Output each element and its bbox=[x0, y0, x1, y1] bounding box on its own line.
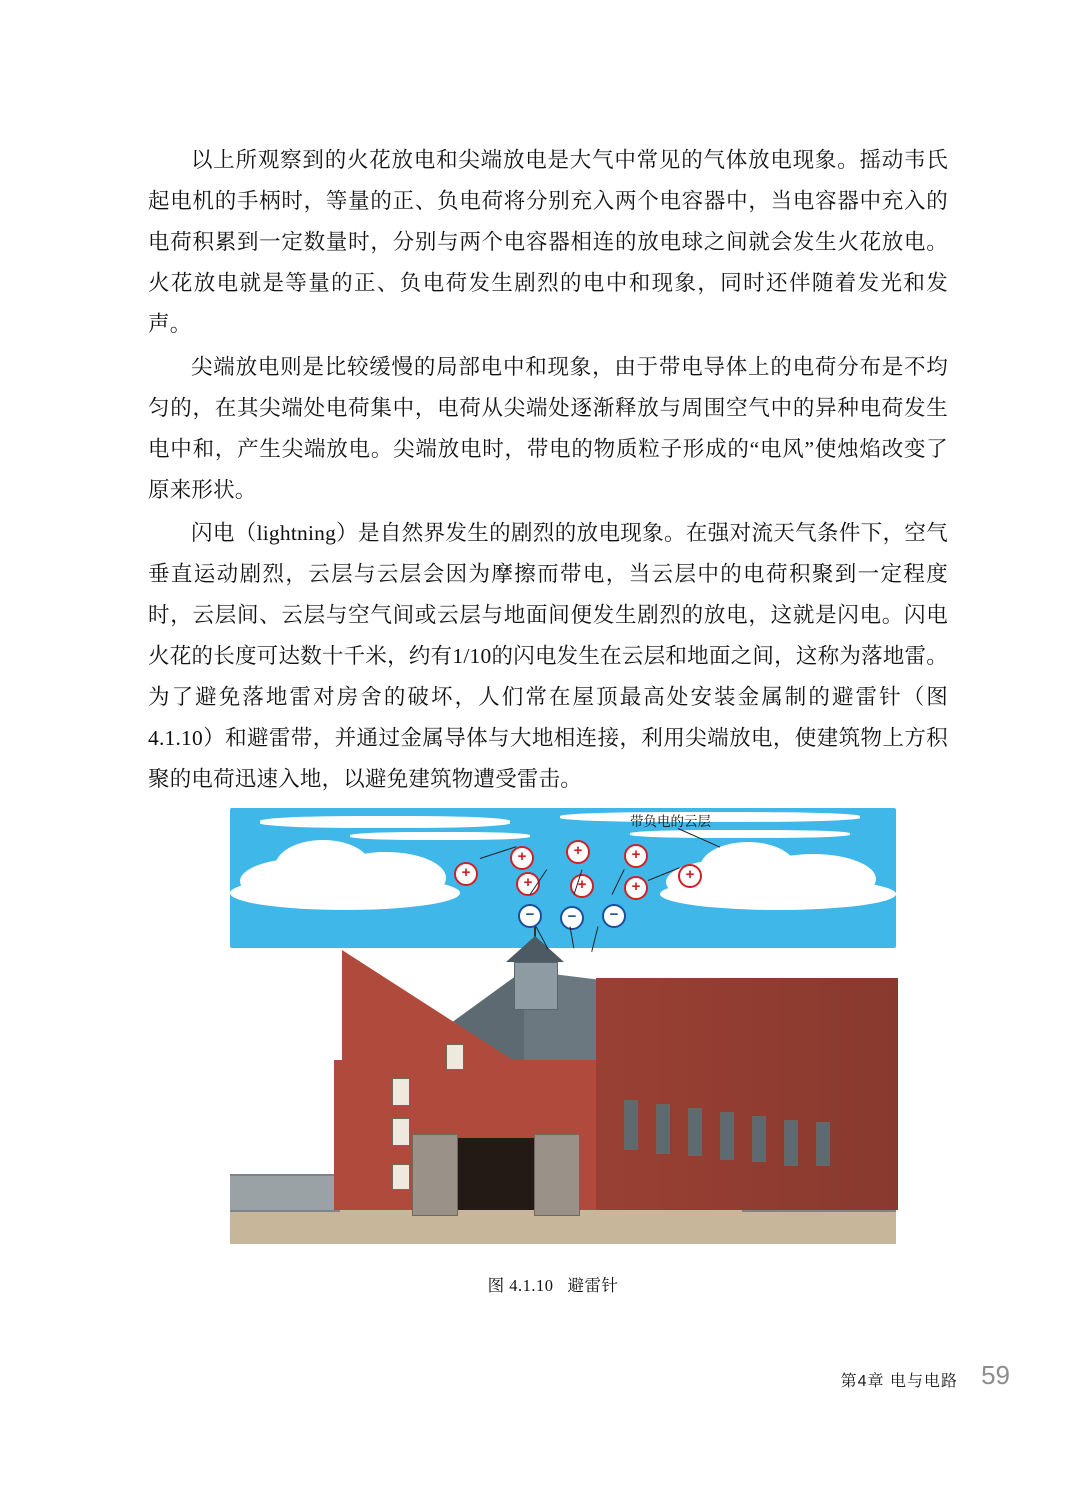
positive-charge: + bbox=[454, 862, 478, 886]
cloud-annotation-label: 带负电的云层 bbox=[630, 814, 711, 829]
barn-wall-side-shading bbox=[596, 978, 898, 1210]
barn-body bbox=[334, 1060, 894, 1210]
figure-image bbox=[208, 798, 898, 1258]
negative-charge: − bbox=[518, 904, 542, 928]
positive-charge: + bbox=[570, 874, 594, 898]
figure-caption-text: 避雷针 bbox=[567, 1276, 619, 1295]
cloud-left bbox=[230, 876, 460, 910]
sky-scene bbox=[230, 802, 896, 1238]
barn-window bbox=[392, 1078, 410, 1106]
fence-left bbox=[230, 1174, 340, 1212]
figure-number: 图 4.1.10 bbox=[487, 1276, 554, 1295]
page-number: 59 bbox=[981, 1360, 1010, 1390]
paragraph-1: 以上所观察到的火花放电和尖端放电是大气中常见的气体放电现象。摇动韦氏起电机的手柄时，等量的正、负电荷将分别充入两个电容器中，当电容器中充入的电荷积累到一定数量时，分别与两个电容器相连的放电球之间就会发生火花放电。火花放电就是等量的正、负电荷发生剧烈的电中和现象，同时还伴随着发光和发声。 bbox=[148, 148, 948, 336]
cloud-streak bbox=[260, 816, 510, 828]
barn-door-opening bbox=[458, 1138, 534, 1210]
page-footer bbox=[0, 1360, 1088, 1408]
footer-chapter-label: 第4章 电与电路 bbox=[840, 1373, 958, 1390]
figure-4-1-10 bbox=[208, 798, 898, 1295]
positive-charge: + bbox=[678, 864, 702, 888]
figure-caption bbox=[208, 1272, 898, 1296]
positive-charge: + bbox=[566, 840, 590, 864]
barn-side-window bbox=[688, 1108, 702, 1156]
barn-side-window bbox=[656, 1104, 670, 1154]
positive-charge: + bbox=[516, 872, 540, 896]
positive-charge: + bbox=[624, 876, 648, 900]
barn-side-window bbox=[816, 1122, 830, 1166]
barn-gable bbox=[342, 950, 516, 1062]
barn-side-window bbox=[752, 1116, 766, 1162]
barn-door-right bbox=[534, 1134, 580, 1216]
paragraph-2: 尖端放电则是比较缓慢的局部电中和现象，由于带电导体上的电荷分布是不均匀的，在其尖端处电荷集中，电荷从尖端处逐渐释放与周围空气中的异种电荷发生电中和，产生尖端放电。尖端放电时，带电的物质粒子形成的“电风”使烛焰改变了原来形状。 bbox=[148, 355, 948, 502]
negative-charge: − bbox=[602, 904, 626, 928]
barn-window bbox=[392, 1118, 410, 1146]
barn-side-window bbox=[624, 1100, 638, 1150]
positive-charge: + bbox=[624, 844, 648, 868]
negative-charge: − bbox=[560, 906, 584, 930]
cloud-streak bbox=[350, 832, 530, 840]
barn-window bbox=[446, 1044, 464, 1070]
body-text bbox=[148, 140, 948, 802]
positive-charge: + bbox=[510, 846, 534, 870]
barn-side-window bbox=[720, 1112, 734, 1160]
barn-door-left bbox=[412, 1134, 458, 1216]
barn-window bbox=[392, 1164, 410, 1190]
paragraph-3: 闪电（lightning）是自然界发生的剧烈的放电现象。在强对流天气条件下，空气垂直运动剧烈，云层与云层会因为摩擦而带电，当云层中的电荷积聚到一定程度时，云层间、云层与空气间或云层与地面间便发生剧烈的放电，这就是闪电。闪电火花的长度可达数十千米，约有1/10的闪电发生在云层和地面之间，这称为落地雷。为了避免落地雷对房舍的破坏，人们常在屋顶最高处安装金属制的避雷针（图4.1.10）和避雷带，并通过金属导体与大地相连接，利用尖端放电，使建筑物上方积聚的电荷迅速入地，以避免建筑物遭受雷击。 bbox=[148, 521, 948, 791]
cupola-body bbox=[514, 962, 558, 1010]
cloud-streak bbox=[630, 830, 850, 838]
barn-side-window bbox=[784, 1120, 798, 1166]
cupola-roof bbox=[506, 936, 564, 962]
barn-cupola bbox=[506, 922, 564, 1008]
